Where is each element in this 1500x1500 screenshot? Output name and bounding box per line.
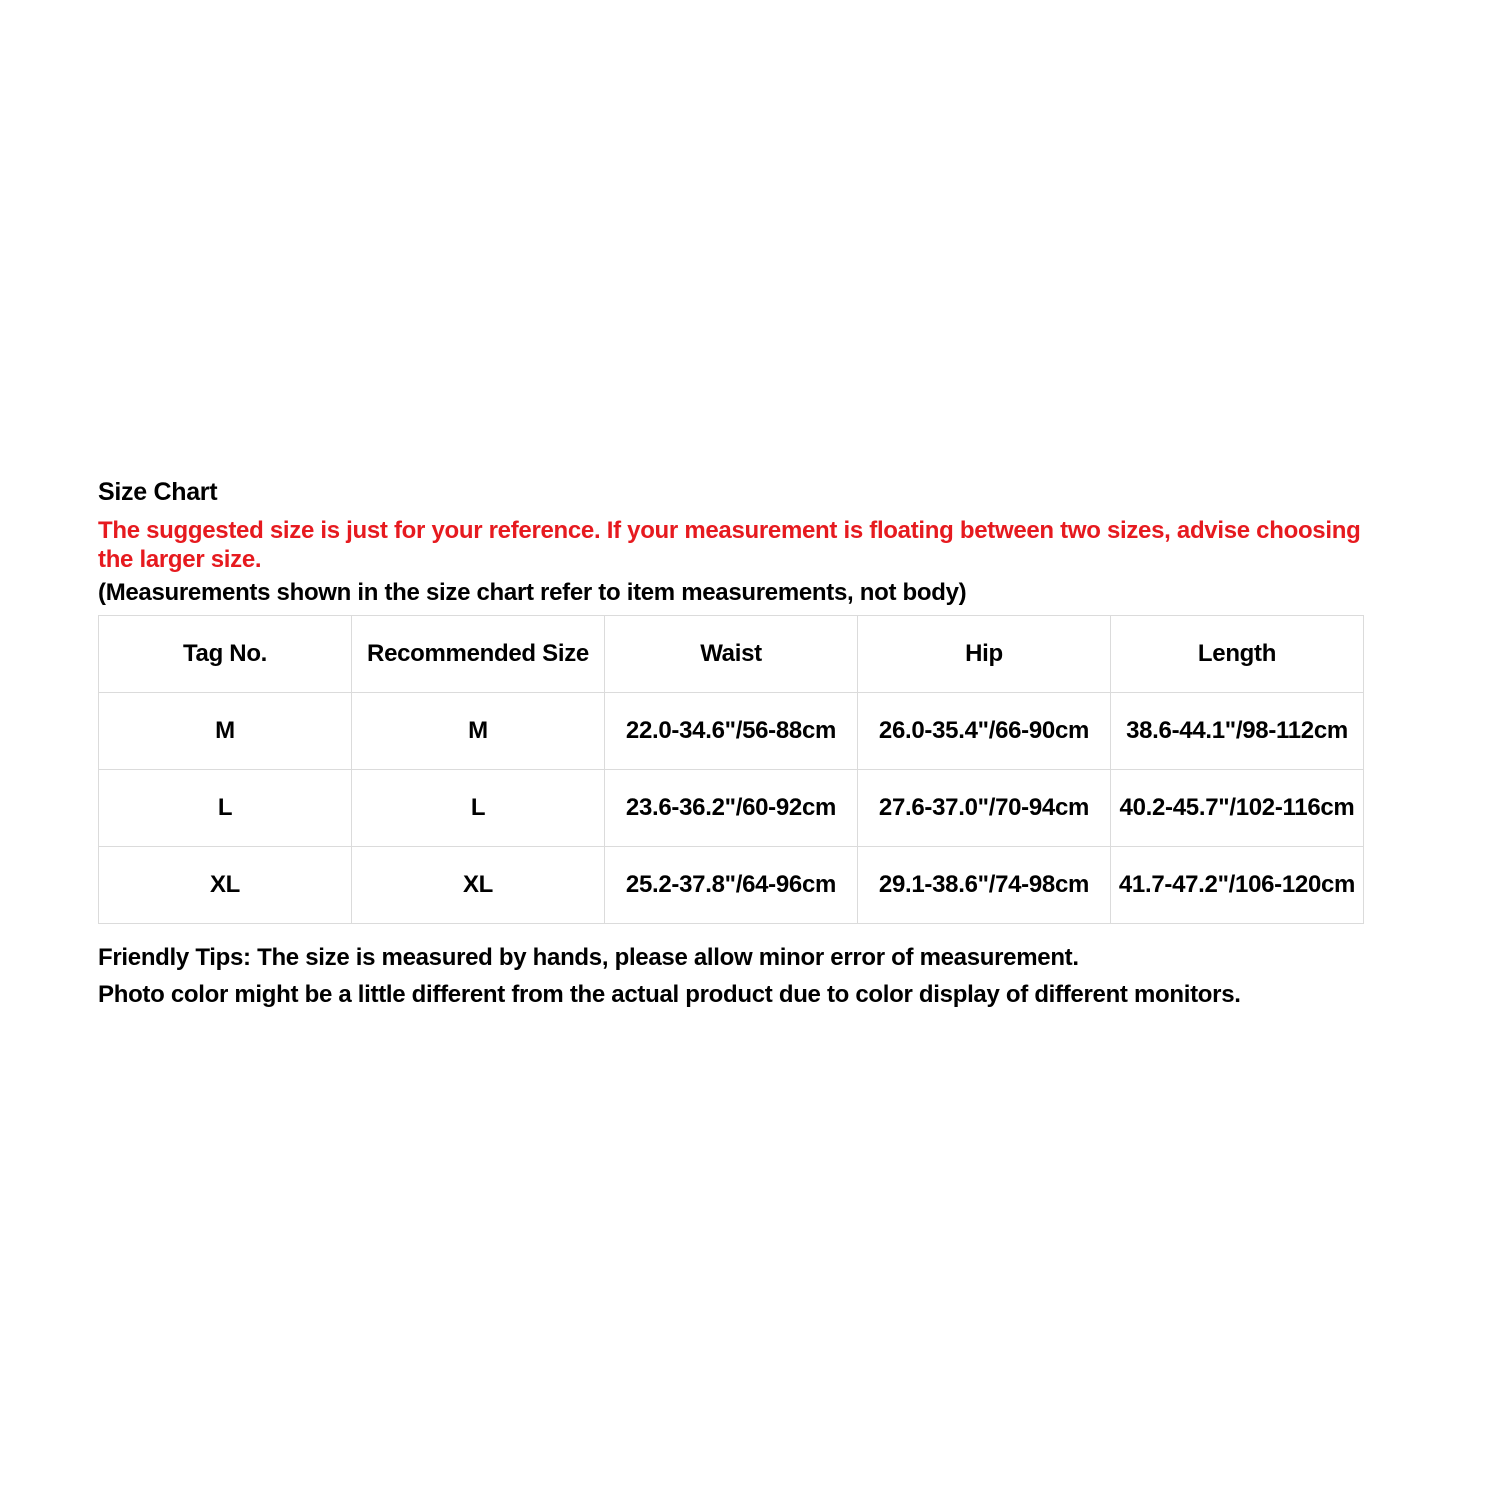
friendly-tips <box>98 939 1241 1013</box>
size-warning-line-1: The suggested size is just for your reference. If your measurement is floating between two sizes, advise choosing <box>98 517 1361 544</box>
cell-m-hip: 26.0-35.4"/66-90cm <box>858 693 1111 770</box>
column-header-waist: Waist <box>605 616 858 693</box>
column-header-tag-no: Tag No. <box>99 616 352 693</box>
table-row-m <box>99 693 1364 770</box>
cell-xl-hip: 29.1-38.6"/74-98cm <box>858 847 1111 924</box>
cell-l-tag-no: L <box>99 770 352 847</box>
size-warning-text <box>98 516 1438 574</box>
cell-m-length: 38.6-44.1"/98-112cm <box>1111 693 1364 770</box>
table-row-l <box>99 770 1364 847</box>
measurement-note: (Measurements shown in the size chart refer to item measurements, not body) <box>98 579 967 606</box>
page-title: Size Chart <box>98 478 218 506</box>
cell-l-recommended-size: L <box>352 770 605 847</box>
friendly-tips-line-2: Photo color might be a little different from the actual product due to color display of different monitors. <box>98 981 1241 1008</box>
column-header-hip: Hip <box>858 616 1111 693</box>
cell-l-waist: 23.6-36.2"/60-92cm <box>605 770 858 847</box>
table-row-xl <box>99 847 1364 924</box>
table-header-row <box>99 616 1364 693</box>
column-header-length: Length <box>1111 616 1364 693</box>
cell-m-recommended-size: M <box>352 693 605 770</box>
cell-l-length: 40.2-45.7"/102-116cm <box>1111 770 1364 847</box>
cell-xl-waist: 25.2-37.8"/64-96cm <box>605 847 858 924</box>
friendly-tips-line-1: Friendly Tips: The size is measured by hands, please allow minor error of measurement. <box>98 944 1079 971</box>
size-warning-line-2: the larger size. <box>98 546 262 573</box>
column-header-recommended-size: Recommended Size <box>352 616 605 693</box>
cell-m-waist: 22.0-34.6"/56-88cm <box>605 693 858 770</box>
cell-xl-tag-no: XL <box>99 847 352 924</box>
cell-l-hip: 27.6-37.0"/70-94cm <box>858 770 1111 847</box>
cell-xl-length: 41.7-47.2"/106-120cm <box>1111 847 1364 924</box>
cell-m-tag-no: M <box>99 693 352 770</box>
cell-xl-recommended-size: XL <box>352 847 605 924</box>
size-chart-table <box>98 615 1364 924</box>
